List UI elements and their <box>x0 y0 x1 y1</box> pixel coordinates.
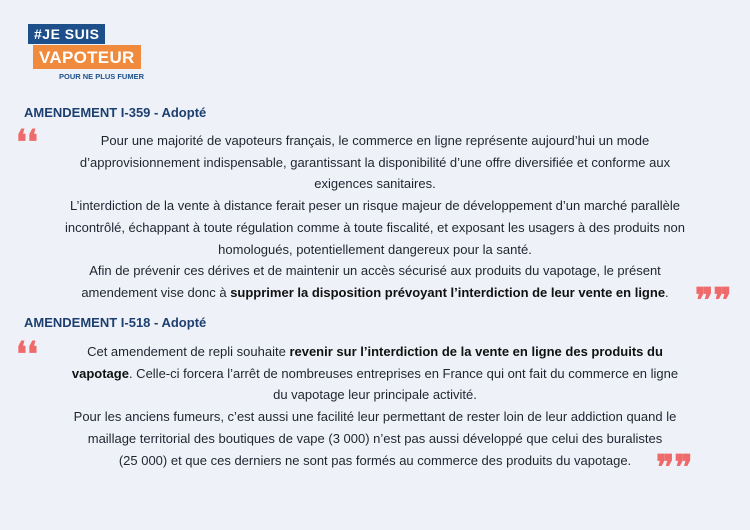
emphasis: supprimer la disposition prévoyant l’interdiction de leur vente en ligne <box>230 284 666 300</box>
text-line: exigences sanitaires. <box>314 176 436 192</box>
emphasis: vapotage <box>71 365 129 381</box>
amendment-2-text <box>30 341 720 488</box>
text-line: maillage territorial des boutiques de vape (3 000) n’est pas aussi développé que celui des buralistes <box>87 430 663 446</box>
open-quote-icon: ❛❛ <box>16 335 38 375</box>
text-line: homologués, potentiellement dangereux pour la santé. <box>218 241 532 257</box>
open-quote-icon: ❛❛ <box>16 123 38 163</box>
text-line: Pour les anciens fumeurs, c’est aussi une facilité leur permettant de rester loin de leur addiction quand le <box>73 409 677 425</box>
emphasis: revenir sur l’interdiction de la vente en ligne des produits du <box>289 344 663 359</box>
logo-tagline: POUR NE PLUS FUMER <box>55 71 148 82</box>
amendment-2-title: AMENDEMENT I-518 - Adopté <box>24 315 207 330</box>
text-line: Afin de prévenir ces dérives et de maintenir un accès sécurisé aux produits du vapotage, le présent <box>89 263 661 279</box>
text-line: amendement vise donc à supprimer la disposition prévoyant l’interdiction de leur vente en ligne. <box>81 284 669 300</box>
text-line: Pour une majorité de vapoteurs français, le commerce en ligne représente aujourd’hui un mode <box>100 133 650 148</box>
text-line: (25 000) et que ces derniers ne sont pas formés au commerce des produits du vapotage. <box>118 452 632 468</box>
logo-line-2: VAPOTEUR <box>33 45 141 69</box>
text-line: Cet amendement de repli souhaite revenir sur l’interdiction de la vente en ligne des produits du <box>87 344 663 359</box>
close-quote-icon: ❞❞ <box>695 281 732 321</box>
text-line: incontrôlé, échappant à toute régulation comme à toute fiscalité, et exposant les usagers à des produits non <box>64 219 686 235</box>
text-line: d’approvisionnement indispensable, garantissant la disponibilité d’une offre diversifiée et conforme aux <box>79 154 671 170</box>
logo-line-1: #JE SUIS <box>28 24 105 44</box>
text-line: L’interdiction de la vente à distance ferait peser un risque majeur de développement d’un marché parallèle <box>70 198 680 214</box>
text-line: du vapotage leur principale activité. <box>273 387 477 403</box>
text-line: vapotage. Celle-ci forcera l’arrêt de nombreuses entreprises en France qui ont fait du commerce en ligne <box>71 365 679 381</box>
logo <box>28 24 158 84</box>
close-quote-icon: ❞❞ <box>656 448 693 488</box>
amendment-1-text <box>30 130 720 304</box>
amendment-1-title: AMENDEMENT I-359 - Adopté <box>24 105 207 120</box>
